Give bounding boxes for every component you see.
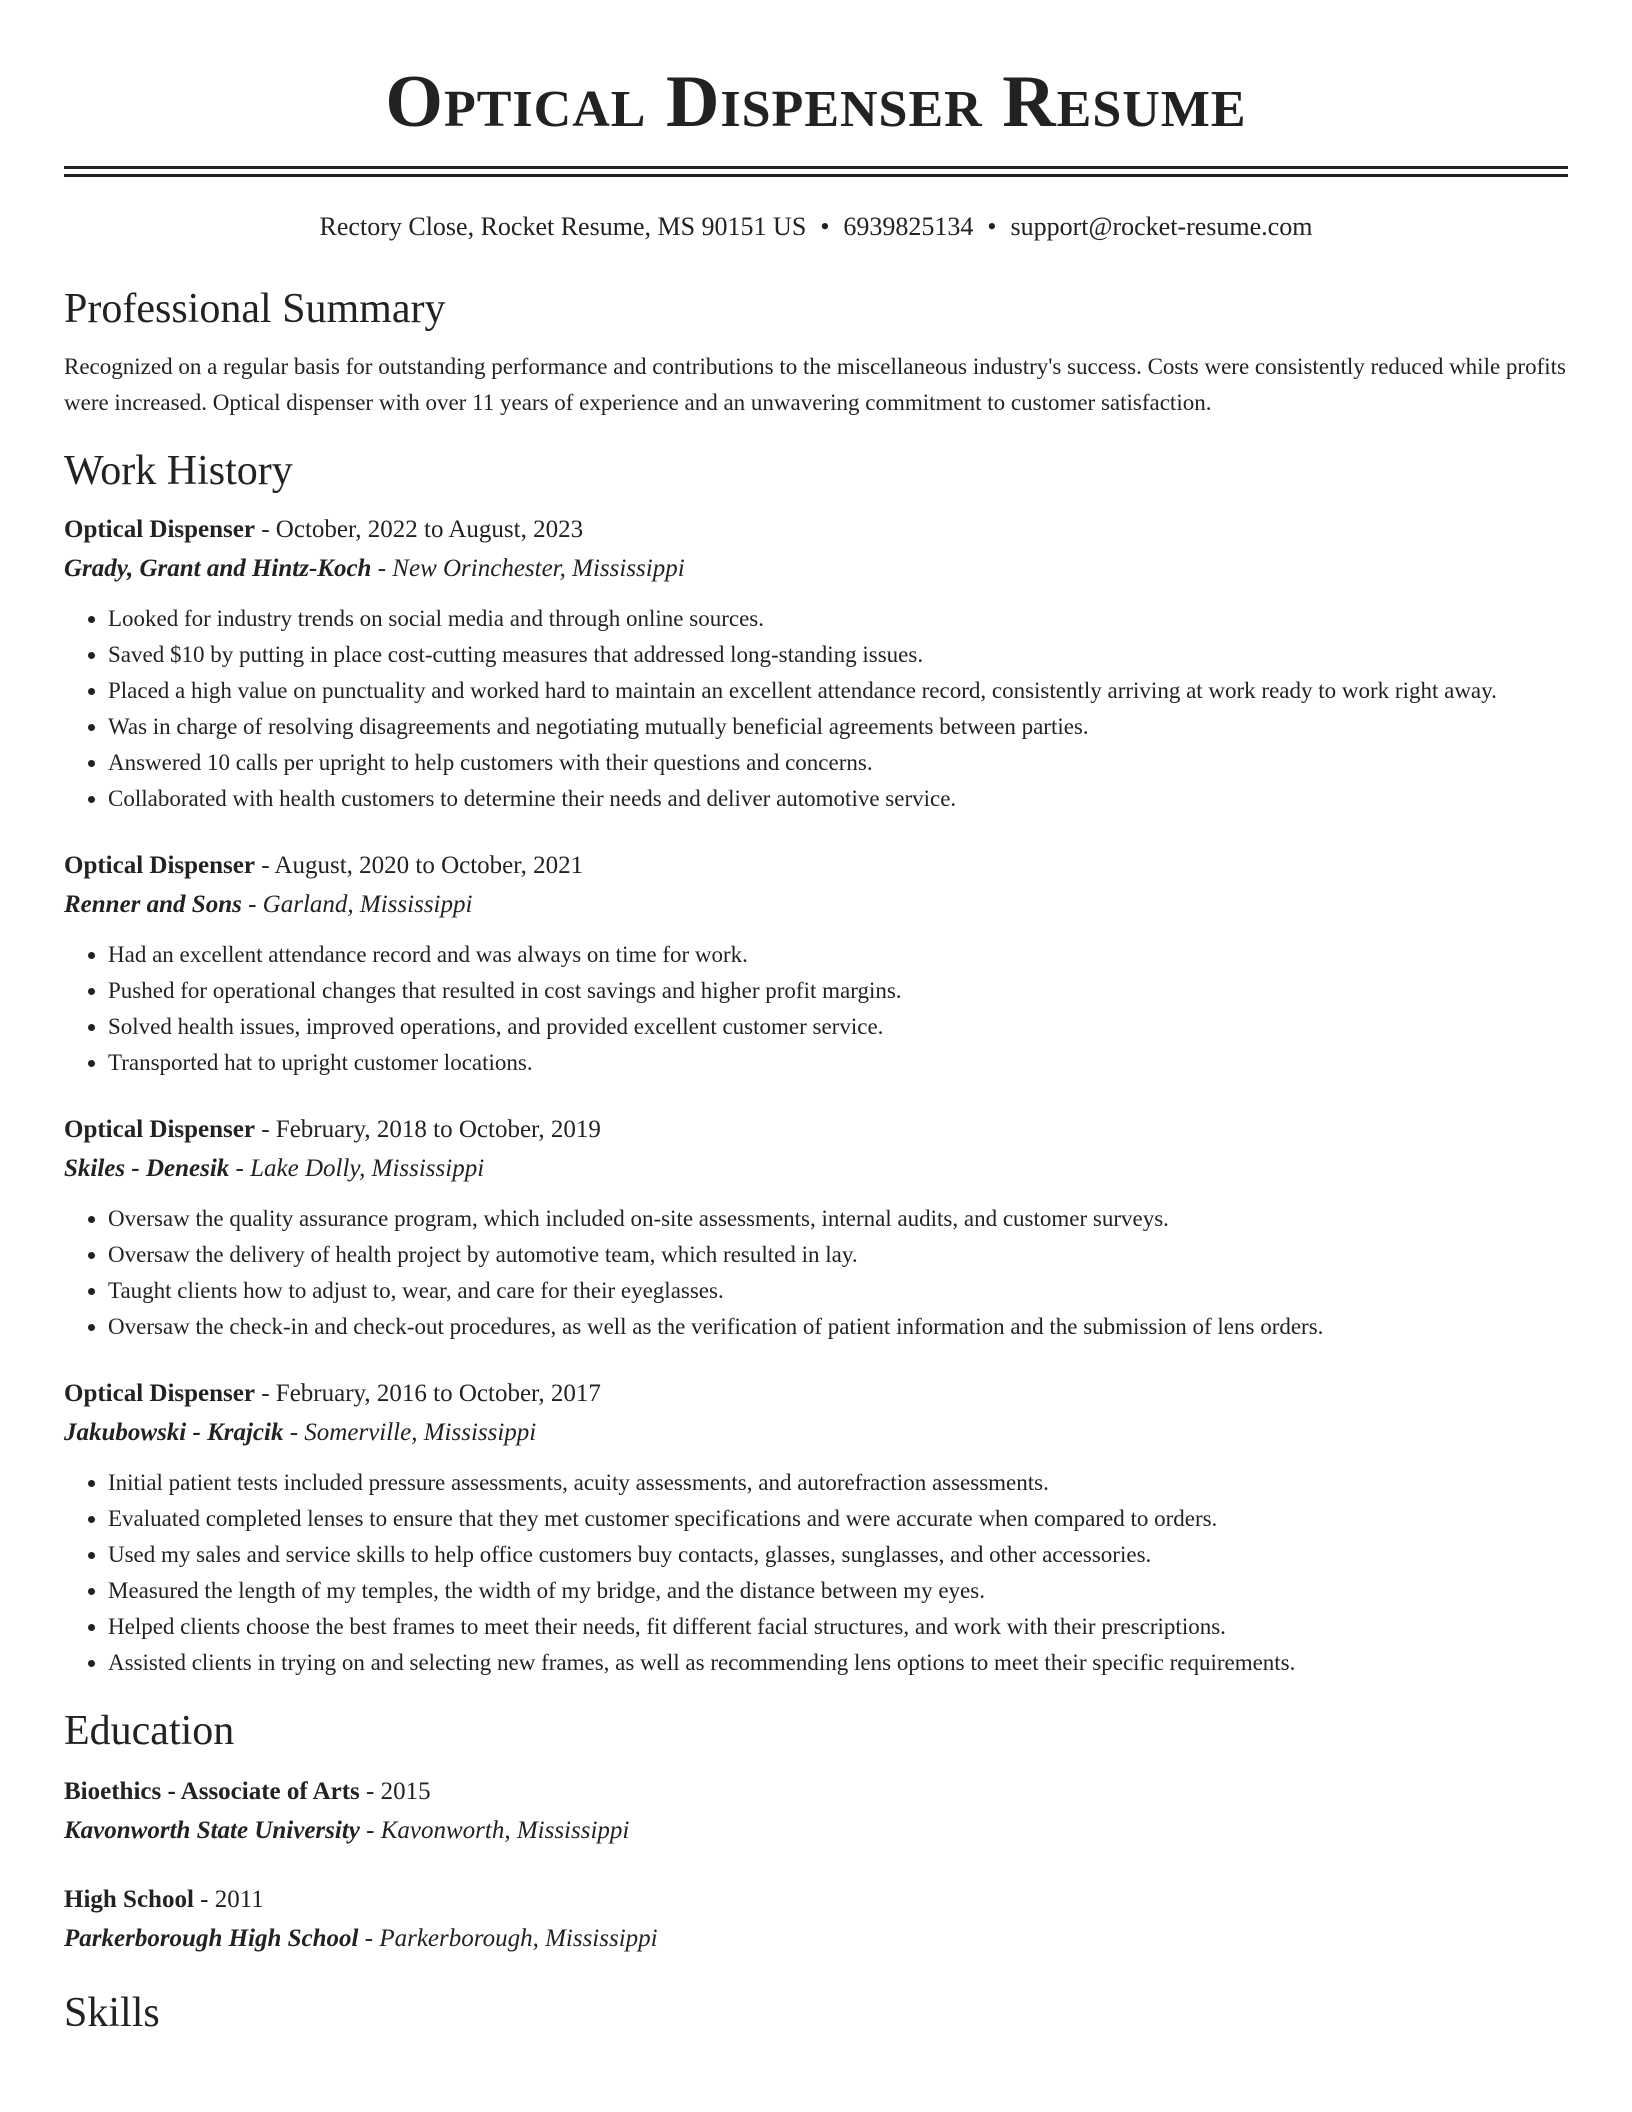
- job-location: - Garland, Mississippi: [241, 891, 473, 918]
- job-bullets: [64, 1201, 1568, 1345]
- job-bullet: • Evaluated completed lenses to ensure that they met customer specifications and were accurate when compared to orders.: [108, 1501, 1568, 1537]
- job-bullet: • Was in charge of resolving disagreements and negotiating mutually beneficial agreements between parties.: [108, 709, 1568, 745]
- job-entry: [64, 511, 1568, 817]
- job-bullets: [64, 937, 1568, 1081]
- contact-line: [64, 211, 1568, 243]
- job-bullet: • Assisted clients in trying on and selecting new frames, as well as recommending lens options to meet their specific requirements.: [108, 1645, 1568, 1681]
- job-company: Jakubowski - Krajcik: [64, 1419, 284, 1446]
- job-bullet: • Had an excellent attendance record and was always on time for work.: [108, 937, 1568, 973]
- job-bullet: • Helped clients choose the best frames to meet their needs, fit different facial structures, and work with their prescriptions.: [108, 1609, 1568, 1645]
- job-entry: [64, 1111, 1568, 1345]
- education-school-line: [64, 1919, 1568, 1959]
- education-entry: [64, 1773, 1568, 1851]
- job-bullet: • Solved health issues, improved operations, and provided excellent customer service.: [108, 1009, 1568, 1045]
- education-location: - Kavonworth, Mississippi: [359, 1817, 630, 1844]
- contact-email: support@rocket-resume.com: [1010, 212, 1313, 241]
- job-company: Skiles - Denesik: [64, 1155, 230, 1182]
- job-location: - Somerville, Mississippi: [283, 1419, 537, 1446]
- job-bullet: • Answered 10 calls per upright to help customers with their questions and concerns.: [108, 745, 1568, 781]
- title-double-rule: [64, 166, 1568, 177]
- job-bullet: • Saved $10 by putting in place cost-cutting measures that addressed long-standing issues.: [108, 637, 1568, 673]
- education-year: - 2011: [193, 1886, 264, 1913]
- contact-separator: •: [820, 212, 830, 241]
- job-bullet: • Placed a high value on punctuality and worked hard to maintain an excellent attendance record, consistently arriving at work ready to work right away.: [108, 673, 1568, 709]
- education-degree: Bioethics - Associate of Arts: [64, 1778, 360, 1805]
- summary-heading: Professional Summary: [64, 286, 446, 332]
- job-location: - Lake Dolly, Mississippi: [229, 1155, 485, 1182]
- education-year: - 2015: [359, 1778, 431, 1805]
- job-company: Renner and Sons: [64, 891, 242, 918]
- job-bullet: • Initial patient tests included pressure assessments, acuity assessments, and autorefraction assessments.: [108, 1465, 1568, 1501]
- skills-heading: Skills: [64, 1990, 160, 2036]
- contact-separator: •: [987, 212, 997, 241]
- job-title: Optical Dispenser: [64, 1116, 255, 1143]
- job-location: - New Orinchester, Mississippi: [371, 555, 685, 582]
- job-dates: - February, 2018 to October, 2019: [254, 1116, 601, 1143]
- job-dates: - August, 2020 to October, 2021: [254, 852, 584, 879]
- education-degree-line: [64, 1881, 1568, 1919]
- job-company: Grady, Grant and Hintz-Koch: [64, 555, 372, 582]
- work-history-heading: Work History: [64, 448, 293, 494]
- education-entry: [64, 1881, 1568, 1959]
- job-company-line: [64, 1149, 1568, 1189]
- job-company-line: [64, 885, 1568, 925]
- education-school: Kavonworth State University: [64, 1817, 360, 1844]
- contact-phone: 6939825134: [843, 212, 974, 241]
- job-title-line: [64, 1111, 1568, 1149]
- job-bullet: • Collaborated with health customers to determine their needs and deliver automotive service.: [108, 781, 1568, 817]
- job-bullet: • Oversaw the delivery of health project by automotive team, which resulted in lay.: [108, 1237, 1568, 1273]
- job-title-line: [64, 1375, 1568, 1413]
- job-company-line: [64, 549, 1568, 589]
- job-bullet: • Pushed for operational changes that resulted in cost savings and higher profit margins.: [108, 973, 1568, 1009]
- summary-text: Recognized on a regular basis for outstanding performance and contributions to the miscellaneous industry's success. Costs were consistently reduced while profits were increased. Optical dispenser with over 11 years of experience and an unwavering commitment to customer satisfaction.: [64, 354, 1566, 415]
- job-title: Optical Dispenser: [64, 852, 255, 879]
- job-bullet: • Used my sales and service skills to help office customers buy contacts, glasses, sunglasses, and other accessories.: [108, 1537, 1568, 1573]
- job-bullet: • Measured the length of my temples, the width of my bridge, and the distance between my eyes.: [108, 1573, 1568, 1609]
- job-bullet: • Oversaw the quality assurance program, which included on-site assessments, internal audits, and customer surveys.: [108, 1201, 1568, 1237]
- education-degree-line: [64, 1773, 1568, 1811]
- job-dates: - February, 2016 to October, 2017: [254, 1380, 601, 1407]
- job-bullet: • Transported hat to upright customer locations.: [108, 1045, 1568, 1081]
- resume-title: Optical Dispenser Resume: [385, 61, 1247, 143]
- job-title-line: [64, 847, 1568, 885]
- job-bullet: • Looked for industry trends on social media and through online sources.: [108, 601, 1568, 637]
- job-dates: - October, 2022 to August, 2023: [254, 516, 584, 543]
- education-school-line: [64, 1811, 1568, 1851]
- job-company-line: [64, 1413, 1568, 1453]
- job-bullets: [64, 601, 1568, 817]
- education-degree: High School: [64, 1886, 194, 1913]
- job-bullets: [64, 1465, 1568, 1681]
- job-bullet: • Taught clients how to adjust to, wear, and care for their eyeglasses.: [108, 1273, 1568, 1309]
- education-school: Parkerborough High School: [64, 1925, 359, 1952]
- education-heading: Education: [64, 1708, 235, 1754]
- job-title: Optical Dispenser: [64, 1380, 255, 1407]
- job-bullet: • Oversaw the check-in and check-out procedures, as well as the verification of patient information and the submission of lens orders.: [108, 1309, 1568, 1345]
- job-entry: [64, 847, 1568, 1081]
- job-title: Optical Dispenser: [64, 516, 255, 543]
- job-title-line: [64, 511, 1568, 549]
- education-location: - Parkerborough, Mississippi: [358, 1925, 658, 1952]
- contact-address: Rectory Close, Rocket Resume, MS 90151 US: [319, 212, 807, 241]
- job-entry: [64, 1375, 1568, 1681]
